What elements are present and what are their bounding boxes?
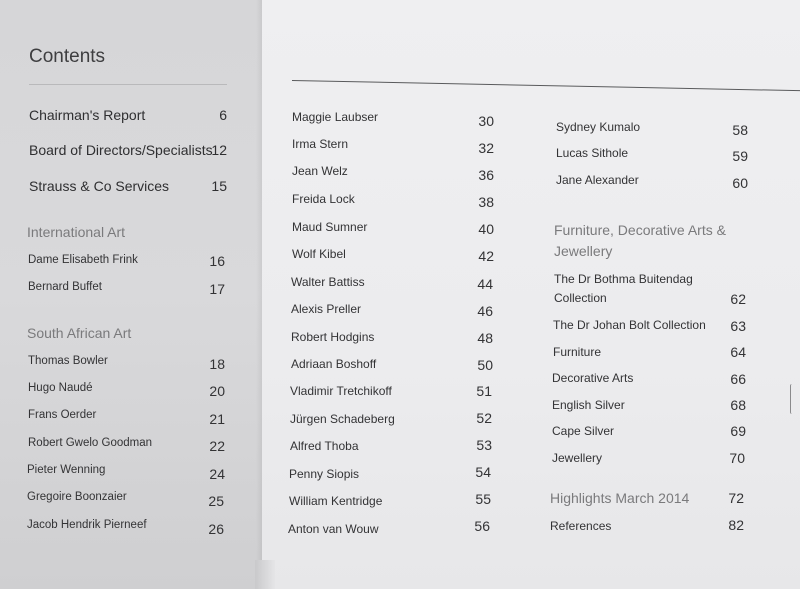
toc-page-number: 46 — [477, 303, 493, 319]
page-title: Contents — [29, 46, 106, 67]
toc-page-number: 48 — [477, 330, 493, 346]
toc-entry[interactable]: Gregoire Boonzaier — [27, 491, 127, 503]
toc-page-number: 66 — [730, 371, 746, 387]
toc-entry[interactable]: Wolf Kibel — [292, 247, 346, 261]
toc-entry-services[interactable]: Strauss & Co Services — [29, 178, 170, 194]
toc-page-number: 63 — [730, 318, 746, 334]
toc-entry-bothma-line2[interactable]: Collection — [554, 291, 607, 305]
toc-entry[interactable]: Vladimir Tretchikoff — [290, 384, 392, 398]
section-heading-international-art: International Art — [27, 224, 126, 240]
toc-page-number: 82 — [728, 517, 744, 533]
toc-entry[interactable]: Jean Welz — [292, 164, 348, 178]
toc-page-number: 52 — [476, 410, 492, 426]
toc-entry[interactable]: Cape Silver — [552, 424, 615, 438]
toc-page-number: 22 — [209, 438, 225, 454]
toc-page-number: 54 — [475, 464, 491, 480]
toc-page-number: 17 — [209, 281, 225, 297]
toc-entry[interactable]: Maud Sumner — [292, 220, 368, 234]
toc-page-number: 69 — [730, 423, 746, 439]
toc-page-number: 42 — [478, 248, 494, 264]
title-divider — [29, 84, 227, 85]
toc-page-number: 6 — [219, 107, 227, 123]
toc-entry[interactable]: Penny Siopis — [289, 467, 360, 481]
section-heading-furniture: Furniture, Decorative Arts & — [554, 222, 726, 238]
toc-entry[interactable]: Pieter Wenning — [27, 464, 106, 476]
toc-page-number: 25 — [208, 493, 224, 509]
toc-page-number: 68 — [730, 397, 746, 413]
toc-page-number: 60 — [732, 175, 748, 191]
toc-entry[interactable]: Frans Oerder — [28, 409, 97, 421]
toc-entry[interactable]: Dame Elisabeth Frink — [28, 254, 138, 266]
toc-entry[interactable]: Robert Gwelo Goodman — [28, 437, 153, 449]
toc-entry[interactable]: Hugo Naudé — [28, 382, 93, 394]
toc-entry[interactable]: Furniture — [553, 345, 602, 359]
toc-page-number: 15 — [211, 178, 227, 194]
toc-page-number: 40 — [478, 221, 494, 237]
bookmark-mark — [790, 384, 794, 414]
toc-entry[interactable]: Jewellery — [552, 451, 603, 465]
toc-page-number: 56 — [474, 518, 490, 534]
toc-entry[interactable]: The Dr Johan Bolt Collection — [553, 318, 706, 332]
toc-page-number: 12 — [211, 142, 227, 158]
toc-entry[interactable]: Robert Hodgins — [291, 330, 375, 344]
toc-page-number: 59 — [732, 148, 748, 164]
toc-page-number: 64 — [730, 344, 746, 360]
toc-entry[interactable]: Jacob Hendrik Pierneef — [27, 519, 147, 531]
toc-page-number: 58 — [732, 122, 748, 138]
toc-entry[interactable]: Jürgen Schadeberg — [290, 412, 395, 426]
toc-entry[interactable]: Lucas Sithole — [556, 146, 629, 160]
toc-entry-board[interactable]: Board of Directors/Specialists — [29, 142, 213, 158]
toc-entry[interactable]: Anton van Wouw — [288, 522, 379, 536]
toc-entry[interactable]: English Silver — [552, 398, 625, 412]
toc-entry[interactable]: Adriaan Boshoff — [291, 357, 377, 371]
toc-page-number: 36 — [478, 167, 494, 183]
toc-entry[interactable]: Maggie Laubser — [292, 110, 379, 124]
toc-entry[interactable]: Bernard Buffet — [28, 281, 102, 293]
toc-entry[interactable]: Sydney Kumalo — [556, 120, 641, 134]
toc-entry[interactable]: William Kentridge — [289, 494, 383, 508]
toc-page-number: 51 — [476, 383, 492, 399]
toc-page-number: 62 — [730, 291, 746, 307]
toc-entry-chairmans-report[interactable]: Chairman's Report — [29, 107, 146, 123]
toc-page-number: 55 — [475, 491, 491, 507]
toc-page-number: 16 — [209, 253, 225, 269]
toc-entry[interactable]: Decorative Arts — [552, 371, 634, 385]
toc-entry[interactable]: Irma Stern — [292, 137, 349, 151]
toc-entry[interactable]: Alfred Thoba — [290, 439, 359, 453]
toc-page-number: 53 — [476, 437, 492, 453]
toc-page-number: 44 — [477, 276, 493, 292]
section-heading-jewellery: Jewellery — [554, 243, 613, 259]
toc-page-number: 70 — [729, 450, 745, 466]
toc-page-number: 72 — [728, 490, 744, 506]
toc-page-number: 50 — [477, 357, 493, 373]
section-heading-south-african-art: South African Art — [27, 325, 132, 341]
toc-entry[interactable]: Walter Battiss — [291, 275, 365, 289]
toc-page-number: 18 — [209, 356, 225, 372]
toc-entry[interactable]: Alexis Preller — [291, 302, 362, 316]
toc-entry[interactable]: Freida Lock — [292, 192, 355, 206]
toc-entry-references[interactable]: References — [550, 519, 612, 533]
toc-entry[interactable]: Thomas Bowler — [28, 355, 108, 367]
toc-entry-bothma[interactable]: The Dr Bothma Buitendag — [554, 272, 693, 286]
gutter-shadow — [255, 560, 275, 589]
toc-page-number: 20 — [209, 383, 225, 399]
toc-page-number: 30 — [478, 113, 494, 129]
toc-page-number: 38 — [478, 194, 494, 210]
toc-page-number: 32 — [478, 140, 494, 156]
section-heading-highlights[interactable]: Highlights March 2014 — [550, 490, 690, 506]
toc-entry[interactable]: Jane Alexander — [556, 173, 639, 187]
toc-page-number: 21 — [209, 411, 225, 427]
toc-page-number: 26 — [208, 521, 224, 537]
toc-page-number: 24 — [209, 466, 225, 482]
